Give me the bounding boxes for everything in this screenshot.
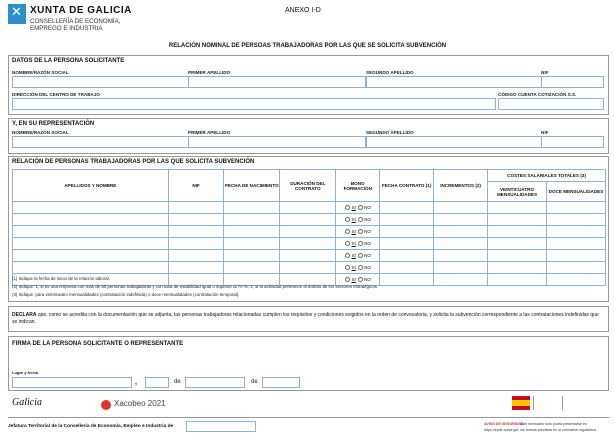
bono-yes-label: SÍ [351,228,356,234]
cell-duration-input[interactable] [280,262,336,274]
annex-label: ANEXO I-D [285,7,321,14]
cell-name-input[interactable] [13,226,169,238]
table-row [13,202,606,214]
col-increments: INCREMENTOS (2) [434,170,488,202]
jefatura-input[interactable] [186,421,256,432]
cell-cost12-input[interactable] [546,250,605,262]
bono-yes-radio[interactable] [345,205,350,210]
representative-title: Y, EN SU REPRESENTACIÓN [12,121,95,127]
cell-increments-input[interactable] [434,226,488,238]
ministry-logo [533,396,559,410]
cell-contract-date-input[interactable] [380,274,434,286]
cell-cost24-input[interactable] [488,274,547,286]
comma-sep: , [135,379,137,386]
bono-yes-radio[interactable] [345,265,350,270]
bono-no-radio[interactable] [358,205,363,210]
col-birth: FECHA DE NACIMIENTO [224,170,280,202]
de-label-1: de [174,379,181,385]
bono-no-label: NO [364,240,371,246]
applicant-name-label: NOMBRE/RAZÓN SOCIAL [12,70,69,75]
cell-contract-date-input[interactable] [380,202,434,214]
rep-name-input[interactable] [12,136,190,148]
bono-yes-label: SÍ [351,216,356,222]
rep-name-label: NOMBRE/RAZÓN SOCIAL [12,130,69,135]
workers-table [12,169,606,286]
document-title: RELACIÓN NOMINAL DE PERSOAS TRABAJADORAS POR LAS QUE SE SOLICITA SUBVENCIÓN [168,43,447,49]
bono-yes-radio[interactable] [345,241,350,246]
table-row [13,262,606,274]
xacobeo-logo-icon [101,400,111,410]
representative-section [8,118,609,154]
applicant-surname2-label: SEGUNDO APELLIDO [366,70,414,75]
rep-surname1-label: PRIMER APELLIDO [188,130,231,135]
cell-duration-input[interactable] [280,250,336,262]
cell-birth-input[interactable] [224,238,280,250]
bono-yes-label: SÍ [351,204,356,210]
bono-radio-group [336,262,380,274]
cell-cost12-input[interactable] [546,274,605,286]
workers-title: RELACIÓN DE PERSONAS TRABAJADORAS POR LAS QUE SOLICITA SUBVENCIÓN [12,159,255,165]
cell-increments-input[interactable] [434,214,488,226]
address-label: DIRECCIÓN DEL CENTRO DE TRABAJO [12,92,100,97]
cell-nif-input[interactable] [168,250,224,262]
cell-nif-input[interactable] [168,262,224,274]
cell-name-input[interactable] [13,250,169,262]
cell-nif-input[interactable] [168,202,224,214]
workers-section [8,156,609,302]
xacobeo-logo: Xacobeo 2021 [114,399,166,408]
col-contract-date: FECHA CONTRATO (1) [380,170,434,202]
agency-logo [562,396,608,410]
cell-cost12-input[interactable] [546,226,605,238]
col-cost12: DOCE MENSUALIDADES [546,182,605,202]
rep-nif-label: NIF [541,130,549,135]
bono-radio-group [336,238,380,250]
address-input[interactable] [12,98,496,110]
bono-no-radio[interactable] [358,253,363,258]
declaration-text [12,312,602,326]
rep-surname2-input[interactable] [366,136,544,148]
cell-nif-input[interactable] [168,238,224,250]
bono-yes-radio[interactable] [345,217,350,222]
cell-name-input[interactable] [13,238,169,250]
applicant-surname1-input[interactable] [188,76,366,88]
cell-birth-input[interactable] [224,250,280,262]
org-line-1: CONSELLERÍA DE ECONOMÍA, [30,18,121,25]
cell-cost24-input[interactable] [488,202,547,214]
cell-name-input[interactable] [13,202,169,214]
note-1: (1) Indique la fecha de inicio de la relación laboral. [12,276,110,281]
applicant-surname2-input[interactable] [366,76,544,88]
cell-name-input[interactable] [13,262,169,274]
bono-no-label: NO [364,204,371,210]
applicant-nif-label: NIF [541,70,549,75]
col-names: APELLIDOS Y NOMBRE [13,170,169,202]
spain-gov-logo-stripe [512,400,530,406]
applicant-nif-input[interactable] [541,76,604,88]
cell-contract-date-input[interactable] [380,238,434,250]
cell-nif-input[interactable] [168,214,224,226]
col-bono: BONO FORMACIÓN [336,170,380,202]
col-nif: NIF [168,170,224,202]
legal-notice-line1: Este formulario solo podrá presentarse en [520,422,587,426]
bono-yes-radio[interactable] [345,277,350,282]
cell-name-input[interactable] [13,214,169,226]
applicant-name-input[interactable] [12,76,190,88]
cell-cost24-input[interactable] [488,238,547,250]
bono-radio-group [336,214,380,226]
bono-no-label: NO [364,276,371,282]
note-3: (3) Indique: para veinticuatro mensualidades (contratación indefinida) o doce mensualidades (contratación temporal). [12,292,240,297]
month-input[interactable] [185,377,245,388]
org-line-2: EMPREGO E INDUSTRIA [30,25,103,32]
bono-yes-radio[interactable] [345,229,350,234]
bono-radio-group [336,226,380,238]
place-date-label: Lugar y fecha [12,370,39,375]
bono-no-label: NO [364,216,371,222]
table-row [13,250,606,262]
bono-radio-group [336,202,380,214]
cell-birth-input[interactable] [224,262,280,274]
xunta-logo: ✕ [8,4,26,24]
note-2: (2) Indique: 1, si es una empresa con más de 50 personas trabajadoras y con tasa de estabilidad igual o superior al 70 %; 2, si la actividad pertenece al ámbito de los sectores estratégicos. [12,284,379,289]
applicant-section [8,55,609,115]
table-row [13,226,606,238]
legal-notice-line2: https://sede.xunta.gal, las formas previstas en la normativa reguladora [484,428,596,432]
bono-yes-radio[interactable] [345,253,350,258]
declaration-section [8,306,609,332]
org-name: XUNTA DE GALICIA [30,5,132,16]
table-row [13,238,606,250]
bono-radio-group [336,250,380,262]
cell-duration-input[interactable] [280,214,336,226]
cell-increments-input[interactable] [434,262,488,274]
cell-duration-input[interactable] [280,226,336,238]
cell-duration-input[interactable] [280,238,336,250]
year-input[interactable] [262,377,300,388]
cell-birth-input[interactable] [224,226,280,238]
rep-surname1-input[interactable] [188,136,366,148]
cell-duration-input[interactable] [280,202,336,214]
bono-yes-label: SÍ [351,240,356,246]
signature-section [8,336,609,391]
cell-cost12-input[interactable] [546,214,605,226]
cell-cost24-input[interactable] [488,250,547,262]
signature-title: FIRMA DE LA PERSONA SOLICITANTE O REPRESENTANTE [12,341,184,347]
col-duration: DURACIÓN DEL CONTRATO [280,170,336,202]
bono-no-label: NO [364,264,371,270]
cell-cost24-input[interactable] [488,262,547,274]
cell-increments-input[interactable] [434,202,488,214]
rep-surname2-label: SEGUNDO APELLIDO [366,130,414,135]
cell-cost24-input[interactable] [488,226,547,238]
jefatura-label: Jefatura Territorial de la Consellería de Economía, Empleo e Industria de [8,424,174,429]
bono-no-label: NO [364,228,371,234]
cell-nif-input[interactable] [168,226,224,238]
applicant-surname1-label: PRIMER APELLIDO [188,70,231,75]
cell-contract-date-input[interactable] [380,250,434,262]
ccc-input[interactable] [498,98,604,110]
bono-no-label: NO [364,252,371,258]
cell-contract-date-input[interactable] [380,262,434,274]
bono-no-radio[interactable] [358,277,363,282]
place-input[interactable] [12,377,132,388]
cell-increments-input[interactable] [434,250,488,262]
cell-contract-date-input[interactable] [380,214,434,226]
ccc-label: CÓDIGO CUENTA COTIZACIÓN S.S. [498,92,577,97]
cell-increments-input[interactable] [434,238,488,250]
bono-yes-label: SÍ [351,252,356,258]
bono-no-radio[interactable] [358,229,363,234]
cell-cost12-input[interactable] [546,238,605,250]
col-costs-group: COSTES SALARIALES TOTALES (3) [488,170,606,182]
galicia-logo: Galicia [12,397,42,408]
declaration-lead: DECLARA [12,312,37,318]
cell-cost24-input[interactable] [488,214,547,226]
footer-divider [8,417,609,418]
legal-notice-title: AVISO DE SEGURIDAD [484,422,524,426]
de-label-2: de [251,379,258,385]
cell-increments-input[interactable] [434,274,488,286]
cell-contract-date-input[interactable] [380,226,434,238]
table-row [13,214,606,226]
bono-no-radio[interactable] [358,265,363,270]
rep-nif-input[interactable] [541,136,604,148]
cell-birth-input[interactable] [224,214,280,226]
cell-birth-input[interactable] [224,202,280,214]
cell-cost12-input[interactable] [546,262,605,274]
applicant-title: DATOS DE LA PERSONA SOLICITANTE [12,58,125,64]
col-cost24: VEINTICUATRO MENSUALIDADES [488,182,547,202]
bono-no-radio[interactable] [358,217,363,222]
declaration-body: que, como se acredita con la documentación que se adjunta, las personas trabajadoras relacionadas cumplen los requisitos y condiciones exigidos en la orden de convocatoria, y solicita la subvención correspondiente a las contrataciones indefinidas que se indican. [12,312,599,325]
bono-no-radio[interactable] [358,241,363,246]
cell-cost12-input[interactable] [546,202,605,214]
day-input[interactable] [145,377,169,388]
bono-yes-label: SÍ [351,264,356,270]
bono-yes-label: SÍ [351,276,356,282]
